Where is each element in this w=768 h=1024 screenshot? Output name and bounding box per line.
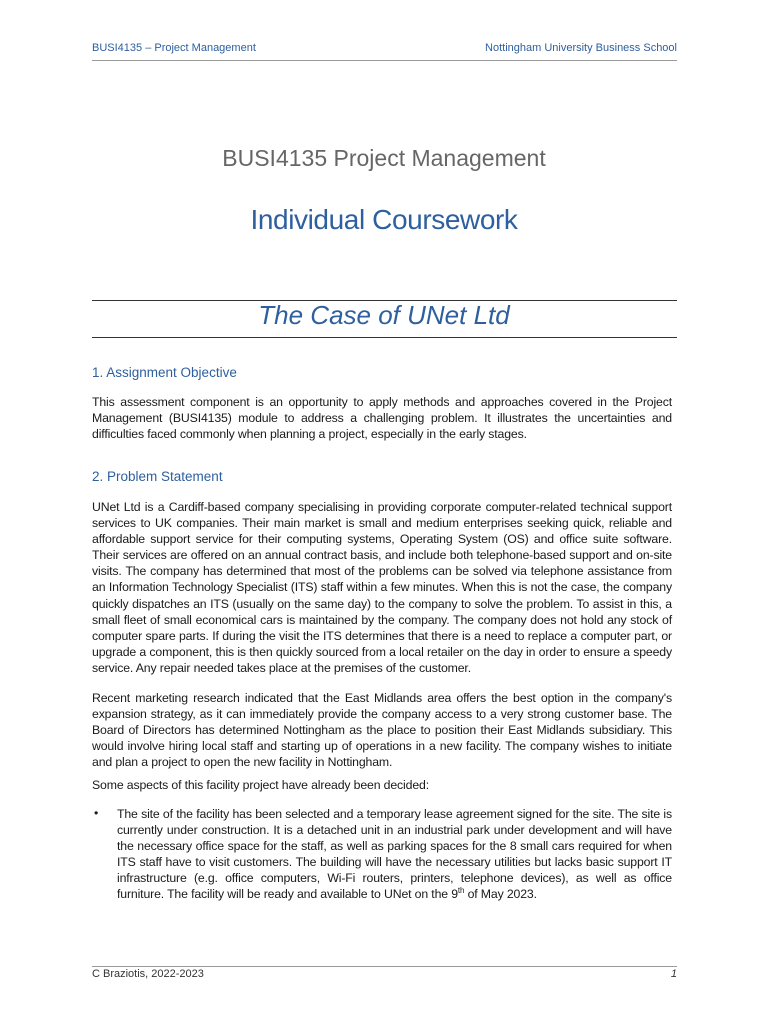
footer-rule [92, 966, 677, 967]
problem-paragraph-2: Recent marketing research indicated that the East Midlands area offers the best option in the company's expansion strategy, as it can immediately provide the company access to a very strong customer base. The Board of Directors has determined Nottingham as the place to position their East Midlands subsidiary. This would involve hiring local staff and starting up of operations in a new facility. The company wishes to initiate and plan a project to open the new facility in Nottingham. [92, 691, 672, 770]
case-title-bottom-rule [92, 337, 677, 338]
objective-paragraph: This assessment component is an opportunity to apply methods and approaches covered in the Project Management (BUSI4135) module to address a challenging problem. It illustrates the uncertainties and difficulties faced commonly when planning a project, especially in the early stages. [92, 395, 672, 442]
footer-author: C Braziotis, 2022-2023 [92, 968, 204, 980]
section-heading-objective: 1. Assignment Objective [92, 365, 237, 380]
bullet-text-main: The site of the facility has been selected and a temporary lease agreement signed for the site. The site is currently under construction. It is a detached unit in an industrial park under development and will have the necessary office space for the staff, as well as parking spaces for the 8 small cars required for when ITS staff have to visit customers. The building will have the necessary utilities but lacks basic support IT infrastructure (e.g. office computers, Wi-Fi routers, printers, telephone devices), as well as office furniture. The facility will be ready and available to UNet on the 9 [117, 807, 672, 902]
problem-paragraph-1: UNet Ltd is a Cardiff-based company specialising in providing corporate computer-related technical support services to UK companies. Their main market is small and medium enterprises seeking quick, reliable and affordable support service for their computing systems, Operating System (OS) and office suite software. Their services are offered on an annual contract basis, and include both telephone-based support and on-site visits. The company has determined that most of the problems can be solved via telephone assistance from an Information Technology Specialist (ITS) staff within a few minutes. When this is not the case, the company quickly dispatches an ITS (usually on the same day) to the company to solve the problem. To assist in this, a small fleet of small economical cars is maintained by the company. The company does not hold any stock of computer spare parts. If during the visit the ITS determines that there is a need to replace a computer part, or upgrade a component, this is then quickly sourced from a local retailer on the day in order to ensure a speedy service. Any repair needed takes place at the premises of the customer. [92, 500, 672, 675]
course-title: BUSI4135 Project Management [222, 145, 546, 171]
header-school: Nottingham University Business School [485, 42, 677, 54]
running-header [92, 42, 677, 60]
case-title: The Case of UNet Ltd [258, 300, 510, 330]
page-number: 1 [670, 968, 677, 980]
bullet-item-site [117, 806, 672, 903]
running-footer [92, 968, 677, 984]
bullet-text-end: of May 2023. [464, 887, 537, 902]
header-rule [92, 60, 677, 61]
header-course: BUSI4135 – Project Management [92, 42, 256, 54]
section-heading-problem: 2. Problem Statement [92, 469, 223, 484]
problem-paragraph-3: Some aspects of this facility project have already been decided: [92, 778, 429, 792]
bullet-marker: • [94, 806, 99, 820]
bullet-superscript: th [457, 886, 465, 896]
document-title: Individual Coursework [250, 204, 518, 235]
